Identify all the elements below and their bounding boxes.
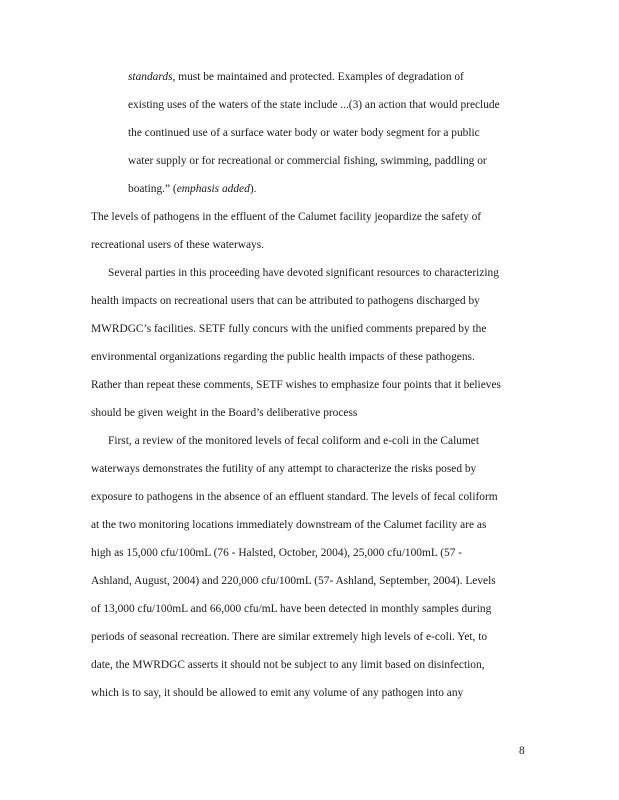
paragraph-3-line-5: high as 15,000 cfu/100mL (76 - Halsted, October, 2004), 25,000 cfu/100mL (57 - (91, 547, 463, 559)
paragraph-2-line-1: Several parties in this proceeding have devoted significant resources to characterizing (108, 267, 499, 279)
paragraph-2-line-4: environmental organizations regarding the public health impacts of these pathogens. (91, 351, 475, 363)
paragraph-2-line-2: health impacts on recreational users that can be attributed to pathogens discharged by (91, 295, 480, 307)
paragraph-2-line-3: MWRDGC’s facilities. SETF fully concurs with the unified comments prepared by the (91, 323, 487, 335)
emphasis-text: emphasis added (176, 183, 250, 195)
quote-line-1 (128, 70, 464, 84)
quote-line-4: water supply or for recreational or commercial fishing, swimming, paddling or (128, 155, 487, 167)
paragraph-1-line-1: The levels of pathogens in the effluent of the Calumet facility jeopardize the safety of (91, 211, 482, 223)
paragraph-3-line-3: exposure to pathogens in the absence of an effluent standard. The levels of fecal coliform (91, 491, 498, 503)
page-number: 8 (519, 745, 525, 757)
quote-text: boating.” ( (128, 183, 177, 195)
quote-text: must be maintained and protected. Examples of degradation of (175, 71, 464, 83)
paragraph-3-line-7: of 13,000 cfu/100mL and 66,000 cfu/mL have been detected in monthly samples during (91, 603, 492, 615)
paragraph-3-line-1: First, a review of the monitored levels of fecal coliform and e-coli in the Calumet (108, 435, 480, 447)
emphasis-text: standards, (128, 71, 176, 83)
quote-text: ). (249, 183, 257, 195)
paragraph-2-line-6: should be given weight in the Board’s deliberative process (91, 407, 358, 419)
paragraph-3-line-2: waterways demonstrates the futility of any attempt to characterize the risks posed by (91, 463, 477, 475)
paragraph-3-line-4: at the two monitoring locations immediately downstream of the Calumet facility are as (91, 519, 487, 531)
paragraph-3-line-8: periods of seasonal recreation. There are similar extremely high levels of e-coli. Yet, to (91, 631, 488, 643)
paragraph-1-line-2: recreational users of these waterways. (91, 239, 264, 251)
quote-line-2: existing uses of the waters of the state include ...(3) an action that would preclude (128, 99, 500, 111)
paragraph-3-line-6: Ashland, August, 2004) and 220,000 cfu/100mL (57- Ashland, September, 2004). Levels (91, 575, 496, 587)
quote-line-5 (128, 182, 256, 196)
paragraph-3-line-10: which is to say, it should be allowed to emit any volume of any pathogen into any (91, 687, 464, 699)
paragraph-2-line-5: Rather than repeat these comments, SETF wishes to emphasize four points that it believes (91, 379, 501, 391)
paragraph-3-line-9: date, the MWRDGC asserts it should not be subject to any limit based on disinfection, (91, 659, 485, 671)
quote-line-3: the continued use of a surface water body or water body segment for a public (128, 127, 480, 139)
